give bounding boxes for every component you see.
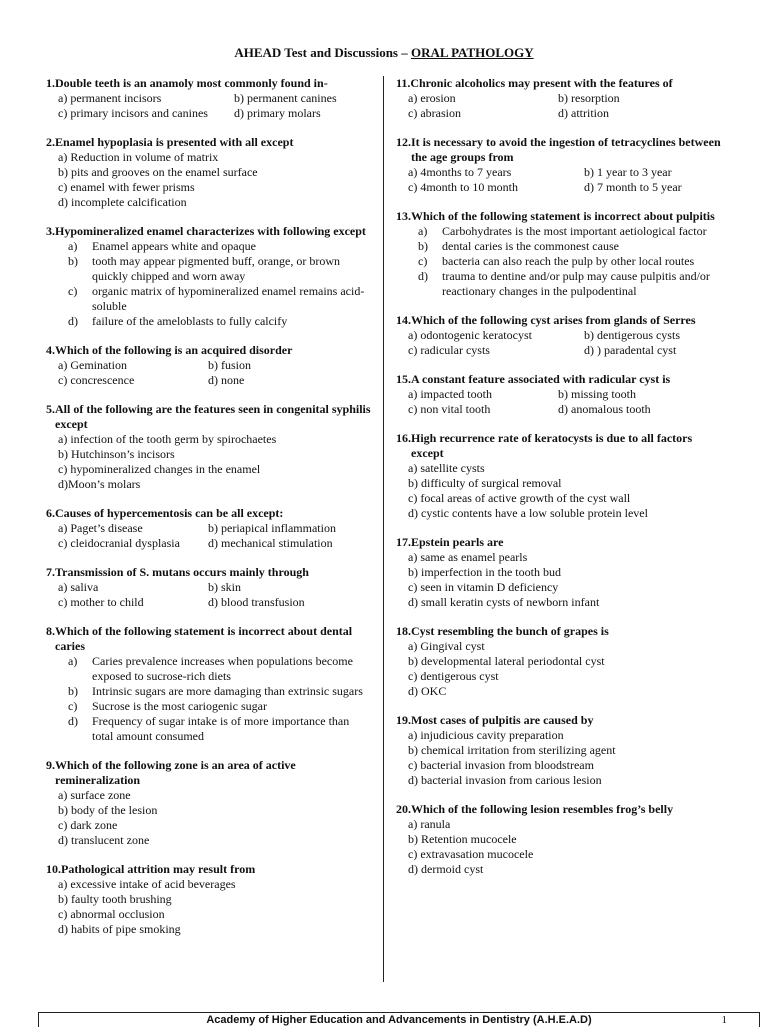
option: b) resorption (558, 91, 620, 105)
question-text: Epstein pearls are (411, 535, 504, 549)
question-text: Which of the following cyst arises from glands of Serres (411, 313, 696, 327)
option: d) 7 month to 5 year (584, 180, 682, 194)
option: b) dentigerous cysts (584, 328, 680, 342)
option: b) body of the lesion (58, 803, 158, 817)
question-heading (46, 76, 372, 91)
option: c) enamel with fewer prisms (58, 180, 195, 194)
question-5 (46, 402, 372, 492)
option: c) radicular cysts (408, 343, 490, 357)
page-number: 1 (721, 1014, 727, 1026)
question-11 (396, 76, 726, 121)
question-number: 15. (396, 372, 411, 386)
options (46, 580, 372, 610)
options-row (58, 91, 372, 106)
question-text: Hypomineralized enamel characterizes with following except (55, 224, 366, 238)
option-letter: a) (68, 239, 78, 253)
option: c) hypomineralized changes in the enamel (58, 462, 261, 476)
option: d) primary molars (234, 106, 321, 120)
option-letter: c) (418, 254, 428, 268)
option: b) Hutchinson’s incisors (58, 447, 175, 461)
option-text: Carbohydrates is the most important aetiological factor (442, 224, 707, 238)
option: a) Reduction in volume of matrix (58, 150, 219, 164)
option: a) infection of the tooth germ by spirochaetes (58, 432, 277, 446)
option-text: bacteria can also reach the pulp by other local routes (442, 254, 695, 268)
option: a) surface zone (58, 788, 131, 802)
options (396, 91, 726, 121)
question-text: Transmission of S. mutans occurs mainly through (55, 565, 309, 579)
option: d) cystic contents have a low soluble protein level (408, 506, 648, 520)
option: d) translucent zone (58, 833, 150, 847)
column-divider (383, 76, 384, 982)
question-text: Which of the following statement is incorrect about pulpitis (411, 209, 715, 223)
option: a) erosion (408, 91, 456, 105)
question-text: Which of the following is an acquired disorder (55, 343, 293, 357)
option: a) Gingival cyst (408, 639, 485, 653)
option: c) bacterial invasion from bloodstream (408, 758, 594, 772)
option: a) saliva (58, 580, 99, 594)
question-3 (46, 224, 372, 329)
option: c) non vital tooth (408, 402, 491, 416)
question-heading (46, 624, 372, 654)
option-text: Caries prevalence increases when populations become exposed to sucrose-rich diets (92, 654, 353, 683)
question-number: 13. (396, 209, 411, 223)
options (396, 165, 726, 195)
question-number: 20. (396, 802, 411, 816)
options-row (58, 358, 372, 373)
question-heading (396, 209, 726, 224)
question-20 (396, 802, 726, 877)
option-text: dental caries is the commonest cause (442, 239, 619, 253)
question-number: 9. (46, 758, 55, 772)
question-15 (396, 372, 726, 417)
question-number: 4. (46, 343, 55, 357)
option: d) habits of pipe smoking (58, 922, 181, 936)
options (46, 239, 372, 329)
options (396, 639, 726, 699)
question-heading (396, 135, 726, 165)
option: b) pits and grooves on the enamel surface (58, 165, 258, 179)
question-number: 18. (396, 624, 411, 638)
option (418, 269, 726, 299)
option: a) Gemination (58, 358, 127, 372)
question-14 (396, 313, 726, 358)
options-row (408, 106, 726, 121)
question-heading (46, 135, 372, 150)
options (396, 550, 726, 610)
question-heading (396, 76, 726, 91)
option: b) imperfection in the tooth bud (408, 565, 561, 579)
option (68, 254, 372, 284)
option-text: trauma to dentine and/or pulp may cause pulpitis and/or reactionary changes in the pulpodentinal (442, 269, 710, 298)
options (396, 461, 726, 521)
question-text: Which of the following zone is an area of active remineralization (55, 758, 296, 787)
question-number: 16. (396, 431, 411, 445)
options-row (408, 328, 726, 343)
option: b) permanent canines (234, 91, 337, 105)
option: a) excessive intake of acid beverages (58, 877, 236, 891)
question-text: Most cases of pulpitis are caused by (411, 713, 594, 727)
question-text: Which of the following statement is incorrect about dental caries (55, 624, 353, 653)
question-heading (46, 343, 372, 358)
question-text: Chronic alcoholics may present with the features of (410, 76, 673, 90)
question-number: 17. (396, 535, 411, 549)
question-text: Cyst resembling the bunch of grapes is (411, 624, 609, 638)
option (68, 654, 372, 684)
question-heading (46, 862, 372, 877)
question-text: Pathological attrition may result from (61, 862, 256, 876)
option-text: Intrinsic sugars are more damaging than extrinsic sugars (92, 684, 363, 698)
options (46, 432, 372, 492)
options-row (58, 106, 372, 121)
option: c) seen in vitamin D deficiency (408, 580, 559, 594)
options (396, 224, 726, 299)
title-subject: ORAL PATHOLOGY (410, 45, 534, 60)
question-number: 8. (46, 624, 55, 638)
question-6 (46, 506, 372, 551)
option: d)Moon’s molars (58, 477, 141, 491)
question-number: 19. (396, 713, 411, 727)
option-letter: a) (418, 224, 428, 238)
question-heading (46, 402, 372, 432)
option: d) attrition (558, 106, 609, 120)
question-text: It is necessary to avoid the ingestion of tetracyclines between the age groups from (411, 135, 721, 164)
page-title (0, 45, 768, 61)
question-heading (46, 758, 372, 788)
question-4 (46, 343, 372, 388)
options (396, 817, 726, 877)
question-heading (46, 224, 372, 239)
option: d) dermoid cyst (408, 862, 484, 876)
option: c) dentigerous cyst (408, 669, 499, 683)
question-text: All of the following are the features seen in congenital syphilis except (55, 402, 371, 431)
option (68, 714, 372, 744)
option (418, 239, 726, 254)
options-row (58, 521, 372, 536)
question-heading (46, 565, 372, 580)
question-heading (396, 802, 726, 817)
option: d) ) paradental cyst (584, 343, 677, 357)
option: c) concrescence (58, 373, 135, 387)
option (68, 684, 372, 699)
option-text: Sucrose is the most cariogenic sugar (92, 699, 267, 713)
options (46, 91, 372, 121)
option: c) focal areas of active growth of the cyst wall (408, 491, 631, 505)
question-heading (396, 313, 726, 328)
option: d) OKC (408, 684, 447, 698)
page-footer (38, 1012, 760, 1027)
option-letter: b) (418, 239, 428, 253)
option: d) bacterial invasion from carious lesion (408, 773, 602, 787)
option: a) Paget’s disease (58, 521, 143, 535)
options-row (408, 343, 726, 358)
option: c) extravasation mucocele (408, 847, 534, 861)
options-row (408, 180, 726, 195)
option-text: failure of the ameloblasts to fully calcify (92, 314, 288, 328)
options (46, 788, 372, 848)
question-7 (46, 565, 372, 610)
option-text: Enamel appears white and opaque (92, 239, 256, 253)
question-text: High recurrence rate of keratocysts is due to all factors except (411, 431, 693, 460)
question-text: A constant feature associated with radicular cyst is (411, 372, 671, 386)
option: d) incomplete calcification (58, 195, 187, 209)
option: b) fusion (208, 358, 251, 372)
question-9 (46, 758, 372, 848)
option (418, 254, 726, 269)
option (68, 314, 372, 329)
question-number: 1. (46, 76, 55, 90)
question-number: 12. (396, 135, 411, 149)
options-row (408, 402, 726, 417)
question-number: 3. (46, 224, 55, 238)
option: a) ranula (408, 817, 451, 831)
option-letter: b) (68, 684, 78, 698)
option: c) mother to child (58, 595, 144, 609)
option-letter: c) (68, 699, 78, 713)
question-number: 6. (46, 506, 55, 520)
question-number: 11. (396, 76, 411, 90)
options-row (408, 165, 726, 180)
option: b) chemical irritation from sterilizing agent (408, 743, 616, 757)
option-text: Frequency of sugar intake is of more importance than total amount consumed (92, 714, 350, 743)
question-10 (46, 862, 372, 937)
question-1 (46, 76, 372, 121)
option: d) blood transfusion (208, 595, 305, 609)
option: c) dark zone (58, 818, 118, 832)
option: a) impacted tooth (408, 387, 492, 401)
title-main: AHEAD Test and Discussions – (234, 45, 411, 60)
option-letter: d) (68, 314, 78, 328)
option-letter: d) (68, 714, 78, 728)
options-row (58, 536, 372, 551)
question-heading (46, 506, 372, 521)
option: c) cleidocranial dysplasia (58, 536, 180, 550)
question-19 (396, 713, 726, 788)
question-number: 5. (46, 402, 55, 416)
option (418, 224, 726, 239)
question-number: 7. (46, 565, 55, 579)
options-row (408, 91, 726, 106)
option: d) small keratin cysts of newborn infant (408, 595, 600, 609)
option (68, 699, 372, 714)
options (46, 150, 372, 210)
option (68, 239, 372, 254)
options (396, 328, 726, 358)
options (46, 358, 372, 388)
option: c) 4month to 10 month (408, 180, 518, 194)
question-heading (396, 713, 726, 728)
option: d) anomalous tooth (558, 402, 651, 416)
option-letter: d) (418, 269, 428, 283)
options (46, 521, 372, 551)
question-text: Which of the following lesion resembles frog’s belly (411, 802, 674, 816)
options (46, 654, 372, 744)
question-8 (46, 624, 372, 744)
option: b) developmental lateral periodontal cyst (408, 654, 605, 668)
question-number: 2. (46, 135, 55, 149)
options (396, 387, 726, 417)
footer-text: Academy of Higher Education and Advancements in Dentistry (A.H.E.A.D) (206, 1014, 592, 1026)
option (68, 284, 372, 314)
left-column (46, 76, 372, 937)
option: c) primary incisors and canines (58, 106, 208, 120)
option: b) difficulty of surgical removal (408, 476, 562, 490)
option: a) same as enamel pearls (408, 550, 528, 564)
option: b) faulty tooth brushing (58, 892, 172, 906)
option: a) satellite cysts (408, 461, 485, 475)
option: a) 4months to 7 years (408, 165, 512, 179)
option: b) missing tooth (558, 387, 637, 401)
option: a) odontogenic keratocyst (408, 328, 532, 342)
right-column (396, 76, 726, 877)
question-2 (46, 135, 372, 210)
option: d) mechanical stimulation (208, 536, 333, 550)
question-text: Enamel hypoplasia is presented with all except (55, 135, 294, 149)
option: a) injudicious cavity preparation (408, 728, 564, 742)
options-row (58, 595, 372, 610)
question-heading (396, 624, 726, 639)
option: c) abrasion (408, 106, 461, 120)
option-letter: b) (68, 254, 78, 268)
question-heading (396, 431, 726, 461)
option: c) abnormal occlusion (58, 907, 165, 921)
question-13 (396, 209, 726, 299)
options (46, 877, 372, 937)
options-row (408, 387, 726, 402)
question-17 (396, 535, 726, 610)
option-letter: a) (68, 654, 78, 668)
question-16 (396, 431, 726, 521)
option: a) permanent incisors (58, 91, 162, 105)
option: b) 1 year to 3 year (584, 165, 672, 179)
question-text: Double teeth is an anamoly most commonly found in- (55, 76, 328, 90)
options-row (58, 580, 372, 595)
question-18 (396, 624, 726, 699)
options-row (58, 373, 372, 388)
question-heading (396, 535, 726, 550)
option-text: tooth may appear pigmented buff, orange, or brown quickly chipped and worn away (92, 254, 341, 283)
option-letter: c) (68, 284, 78, 298)
question-12 (396, 135, 726, 195)
options (396, 728, 726, 788)
question-text: Causes of hypercementosis can be all except: (55, 506, 284, 520)
question-number: 14. (396, 313, 411, 327)
option: b) periapical inflammation (208, 521, 336, 535)
question-number: 10. (46, 862, 61, 876)
option: d) none (208, 373, 245, 387)
option: b) Retention mucocele (408, 832, 517, 846)
option: b) skin (208, 580, 241, 594)
option-text: organic matrix of hypomineralized enamel remains acid-soluble (92, 284, 365, 313)
question-heading (396, 372, 726, 387)
